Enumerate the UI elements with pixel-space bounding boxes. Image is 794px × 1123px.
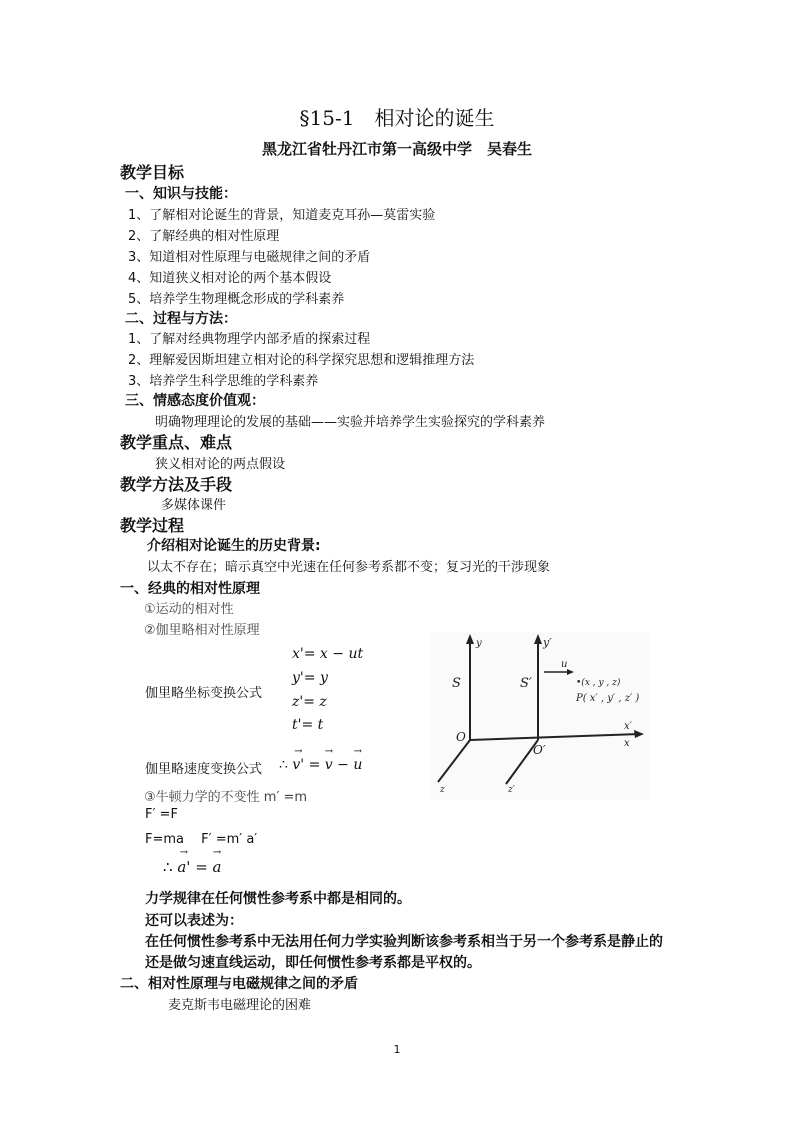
velocity-formula bbox=[279, 757, 362, 773]
section2-text: 麦克斯韦电磁理论的困难 bbox=[168, 998, 312, 1013]
newton-second-law: F=ma F′ =m′ a′ bbox=[145, 832, 258, 847]
methods-heading: 教学方法及手段 bbox=[120, 475, 233, 494]
label-y: y bbox=[476, 638, 482, 649]
list-item: 1、了解对经典物理学内部矛盾的探索过程 bbox=[128, 332, 371, 347]
law-statement: 力学规律在任何惯性参考系中都是相同的。 bbox=[145, 891, 411, 907]
velocity-prime-vector: → v' bbox=[292, 757, 304, 773]
list-item: 5、培养学生物理概念形成的学科素养 bbox=[128, 292, 345, 307]
key-points-heading: 教学重点、难点 bbox=[120, 433, 233, 452]
list-item: 1、了解相对论诞生的背景，知道麦克耳孙—莫雷实验 bbox=[128, 208, 436, 223]
label-S-prime: S′ bbox=[520, 676, 532, 691]
equals-sign: = bbox=[195, 858, 208, 876]
process-heading: 二、过程与方法： bbox=[125, 311, 237, 327]
key-points-text: 狭义相对论的两点假设 bbox=[155, 457, 286, 472]
section1-heading: 一、经典的相对性原理 bbox=[120, 581, 260, 597]
page-title: §15-1 相对论的诞生 bbox=[299, 106, 495, 130]
background-text: 以太不存在；暗示真空中光速在任何参考系都不变；复习光的干涉现象 bbox=[147, 560, 551, 575]
attitude-heading: 三、情感态度价值观： bbox=[125, 393, 265, 409]
acceleration-prime-vector: → a' bbox=[177, 858, 190, 876]
objectives-heading: 教学目标 bbox=[120, 163, 185, 182]
section2-heading: 二、相对性原理与电磁规律之间的矛盾 bbox=[120, 976, 358, 992]
law-restatement-line2: 还是做匀速直线运动，即任何惯性参考系都是平权的。 bbox=[145, 955, 481, 971]
coord-formula-x: x'= x − ut bbox=[292, 646, 364, 662]
background-heading: 介绍相对论诞生的历史背景: bbox=[147, 538, 321, 554]
therefore-symbol: ∴ bbox=[279, 757, 288, 773]
label-S: S bbox=[452, 676, 461, 691]
label-y-prime: y′ bbox=[543, 636, 552, 649]
attitude-text: 明确物理理论的发展的基础——实验并培养学生实验探究的学科素养 bbox=[155, 415, 546, 430]
knowledge-heading: 一、知识与技能： bbox=[125, 186, 237, 202]
law-restatement-line1: 在任何惯性参考系中无法用任何力学实验判断该参考系相当于另一个参考系是静止的 bbox=[145, 934, 663, 950]
frame-velocity-vector: → u bbox=[353, 757, 362, 773]
minus-sign: − bbox=[337, 757, 349, 773]
author-line: 黑龙江省牡丹江市第一高级中学 吴春生 bbox=[261, 140, 532, 158]
page-number: 1 bbox=[393, 1043, 401, 1056]
label-point-coords: •(x , y , z) bbox=[576, 678, 621, 688]
coord-formula-z: z'= z bbox=[292, 694, 327, 710]
label-u: u bbox=[561, 659, 568, 670]
process-section-heading: 教学过程 bbox=[120, 516, 185, 535]
label-z-prime: z′ bbox=[508, 785, 515, 795]
section1-item-galileo: ②伽里略相对性原理 bbox=[144, 623, 260, 638]
coord-transform-label: 伽里略坐标变换公式 bbox=[145, 686, 263, 701]
list-item: 2、理解爱因斯坦建立相对论的科学探究思想和逻辑推理方法 bbox=[128, 353, 475, 368]
list-item: 3、培养学生科学思维的学科素养 bbox=[128, 374, 319, 389]
therefore-symbol: ∴ bbox=[163, 858, 173, 876]
acceleration-formula bbox=[163, 858, 222, 876]
label-point-P: P( x′ , y′ , z′ ) bbox=[576, 693, 640, 704]
equals-sign: = bbox=[308, 757, 321, 773]
label-z: z bbox=[440, 785, 445, 795]
section1-item-relativity: ①运动的相对性 bbox=[144, 602, 234, 617]
label-O-prime: O′ bbox=[533, 743, 546, 757]
velocity-transform-label: 伽里略速度变换公式 bbox=[145, 762, 263, 777]
velocity-vector: → v bbox=[325, 757, 333, 773]
law-restatement-label: 还可以表述为： bbox=[145, 913, 243, 929]
list-item: 2、了解经典的相对性原理 bbox=[128, 229, 280, 244]
label-x-prime: x′ bbox=[624, 721, 632, 732]
reference-frames-figure bbox=[430, 632, 650, 800]
figure-background bbox=[430, 632, 650, 800]
coord-formula-t: t'= t bbox=[292, 717, 324, 733]
acceleration-vector: → a bbox=[213, 858, 222, 876]
list-item: 3、知道相对性原理与电磁规律之间的矛盾 bbox=[128, 250, 371, 265]
label-x: x bbox=[624, 738, 630, 749]
methods-text: 多媒体课件 bbox=[161, 498, 227, 513]
newton-invariance: ③牛顿力学的不变性 m′ =m bbox=[144, 790, 308, 805]
coord-formula-y: y'= y bbox=[292, 670, 328, 686]
list-item: 4、知道狭义相对论的两个基本假设 bbox=[128, 271, 332, 286]
label-O: O bbox=[456, 730, 466, 744]
force-equation: F′ =F bbox=[145, 807, 178, 822]
